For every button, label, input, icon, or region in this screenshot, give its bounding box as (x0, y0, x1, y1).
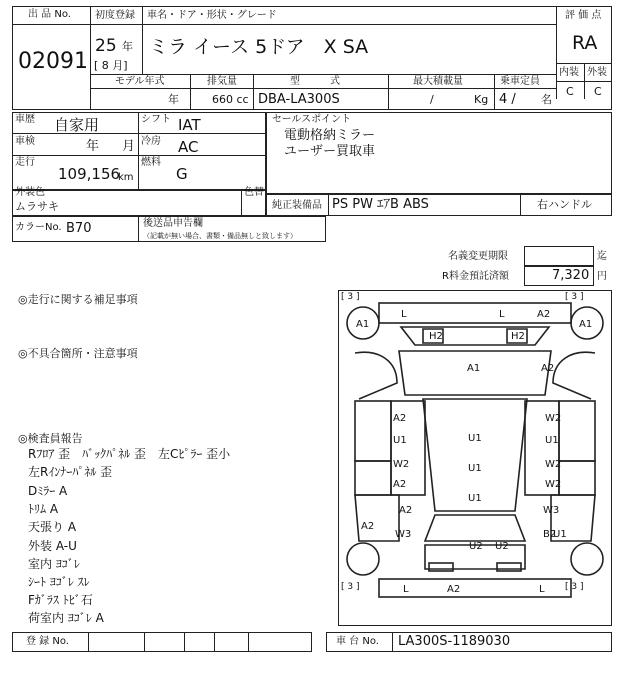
divider (214, 632, 215, 652)
interior-label: 内装 (559, 67, 579, 78)
damage-mark: W2 (545, 459, 562, 470)
damage-mark: U2 (495, 541, 509, 552)
color-no-label: カラーNo. (15, 222, 62, 233)
damage-mark: L (401, 309, 407, 320)
docs-note: （記載が無い場合、書類・備品無しと致します） (143, 232, 297, 240)
name-change-label: 名義変更期限 (448, 251, 508, 262)
divider (90, 88, 556, 89)
divider (253, 74, 254, 110)
divider (556, 6, 557, 99)
reg-year: 25 (95, 36, 117, 56)
corner-label: [ 3 ] (341, 582, 360, 592)
load-value: / (430, 93, 434, 106)
damage-mark: L (403, 584, 409, 595)
damage-mark: W2 (393, 459, 410, 470)
divider (12, 133, 266, 134)
corner-label: [ 3 ] (341, 292, 360, 302)
model-type: DBA-LA300S (258, 92, 340, 107)
divider (90, 74, 556, 75)
lot-label: 出 品 No. (28, 9, 71, 20)
damage-mark: A2 (537, 309, 551, 320)
type-label: 型 式 (290, 76, 340, 87)
sales-point-1: 電動格納ミラー (284, 128, 376, 143)
color-no-value: B70 (66, 221, 92, 236)
recycle-value: 7,320 (552, 268, 590, 283)
damage-mark: B2 (543, 529, 557, 540)
color-value: ムラサキ (15, 200, 59, 213)
divider (184, 632, 185, 652)
reg-month: [ 8 月] (94, 59, 128, 72)
load-label: 最大積載量 (413, 76, 463, 87)
damage-mark: L (499, 309, 505, 320)
damage-mark: H2 (511, 331, 525, 342)
fuel-value: G (176, 165, 188, 183)
inspector-item: ﾄﾘﾑ A (28, 502, 59, 516)
damage-mark: W3 (395, 529, 412, 540)
damage-mark: U1 (468, 463, 482, 474)
equipment-label: 純正装備品 (272, 200, 322, 211)
divider (12, 6, 90, 7)
color-change-label: 色替 (244, 187, 264, 198)
divider (388, 74, 389, 110)
corner-label: [ 3 ] (565, 292, 584, 302)
divider (328, 194, 329, 216)
name-change-unit: 迄 (597, 251, 607, 262)
damage-mark: A2 (447, 584, 461, 595)
history-label: 車歴 (15, 114, 35, 125)
defects-label: ◎不具合箇所・注意事項 (18, 347, 138, 360)
docs-label: 後送品申告欄 (143, 218, 203, 229)
inspector-item: 外装 A-U (28, 539, 77, 553)
mileage-value: 109,156 (58, 165, 121, 183)
divider (90, 6, 91, 110)
sales-point-2: ユーザー買取車 (284, 144, 376, 159)
interior-score: C (566, 85, 574, 98)
history-value: 自家用 (54, 116, 100, 134)
shift-value: IAT (178, 116, 201, 134)
damage-mark: L (539, 584, 545, 595)
shift-label: シフト (141, 114, 171, 125)
model-year-unit: 年 (168, 93, 179, 106)
corner-label: [ 3 ] (565, 582, 584, 592)
damage-mark: A1 (356, 319, 370, 330)
steering-value: 右ハンドル (537, 198, 592, 211)
damage-mark: W2 (545, 413, 562, 424)
inspection-month: 月 (122, 139, 136, 154)
damage-mark: A1 (467, 363, 481, 374)
damage-mark: A2 (393, 413, 407, 424)
divider (12, 155, 266, 156)
vehicle-name: ミラ イース 5ドア X SA (149, 36, 369, 58)
damage-mark: A1 (579, 319, 593, 330)
divider (241, 190, 242, 216)
recycle-label: R料金預託済額 (442, 271, 509, 282)
damage-mark: U1 (545, 435, 559, 446)
chassis-label: 車 台 No. (336, 636, 379, 647)
damage-mark: A2 (361, 521, 375, 532)
driving-notes-label: ◎走行に関する補足事項 (18, 293, 138, 306)
name-change-box (524, 246, 594, 266)
inspection-label: 車検 (15, 136, 35, 147)
divider (138, 216, 139, 242)
equipment-value: PS PW ｴｱB ABS (332, 197, 429, 212)
damage-mark: W2 (545, 479, 562, 490)
divider (88, 632, 89, 652)
chassis-value: LA300S-1189030 (398, 634, 511, 649)
divider (248, 632, 249, 652)
capacity-label: 乗車定員 (500, 76, 540, 87)
damage-mark: A2 (541, 363, 555, 374)
sales-label: セールスポイント (272, 114, 352, 125)
inspector-item: Dﾐﾗｰ A (28, 484, 68, 498)
fuel-label: 燃料 (141, 157, 161, 168)
damage-mark: A2 (393, 479, 407, 490)
recycle-unit: 円 (597, 271, 607, 282)
inspector-item: 室内 ﾖｺﾞﾚ (28, 557, 80, 571)
damage-mark: U1 (393, 435, 407, 446)
grade-label: 評 価 点 (565, 10, 602, 21)
divider (90, 24, 556, 25)
damage-mark: U1 (468, 433, 482, 444)
inspector-item: Fｶﾞﾗｽ ﾄﾋﾞ石 (28, 593, 93, 607)
damage-mark: A2 (399, 505, 413, 516)
divider (190, 74, 191, 110)
mileage-unit: km (118, 172, 134, 183)
details-block (12, 112, 266, 190)
damage-diagram (338, 290, 612, 626)
divider (494, 74, 495, 110)
capacity-unit: 名 (541, 93, 552, 106)
inspector-item: ｼｰﾄ ﾖｺﾞﾚ ｽﾚ (28, 575, 90, 589)
vehicle-label: 車名・ドア・形状・グレード (147, 10, 277, 21)
inspector-label: ◎検査員報告 (18, 432, 83, 445)
damage-mark: U1 (553, 529, 567, 540)
grade-value: RA (572, 32, 598, 54)
inspector-item: 荷室内 ﾖｺﾞﾚ A (28, 611, 104, 625)
exterior-label: 外装 (587, 67, 607, 78)
damage-mark: U1 (468, 493, 482, 504)
color-label: 外装色 (15, 187, 45, 198)
damage-mark: W3 (543, 505, 560, 516)
divider (392, 632, 393, 652)
registration-label: 登 録 No. (26, 636, 69, 647)
load-unit: Kg (474, 93, 489, 106)
damage-mark: H2 (429, 331, 443, 342)
lot-number: 02091 (18, 49, 88, 74)
inspector-item: 天張り A (28, 520, 77, 534)
capacity: 4 / (499, 92, 516, 107)
exterior-score: C (594, 85, 602, 98)
displacement-label: 排気量 (207, 76, 237, 87)
divider (142, 6, 143, 74)
divider (144, 632, 145, 652)
divider (138, 112, 139, 190)
model-year-label: モデル年式 (115, 76, 165, 87)
damage-mark: U2 (469, 541, 483, 552)
divider (520, 194, 521, 216)
reg-year-unit: 年 (122, 40, 133, 53)
ac-label: 冷房 (141, 136, 161, 147)
car-outline (339, 291, 611, 625)
divider (12, 24, 90, 25)
inspector-item: Rﾌﾛｱ 歪 ﾊﾞｯｸﾊﾟﾈﾙ 歪 左Cﾋﾟﾗｰ 歪小 (28, 447, 231, 461)
inspector-item: 左Rｲﾝﾅｰﾊﾟﾈﾙ 歪 (28, 465, 113, 479)
mileage-label: 走行 (15, 157, 35, 168)
inspection-year: 年 (86, 139, 100, 154)
ac-value: AC (178, 138, 199, 156)
divider (556, 81, 612, 82)
first-reg-label: 初度登録 (95, 10, 135, 21)
displacement: 660 cc (212, 93, 249, 106)
